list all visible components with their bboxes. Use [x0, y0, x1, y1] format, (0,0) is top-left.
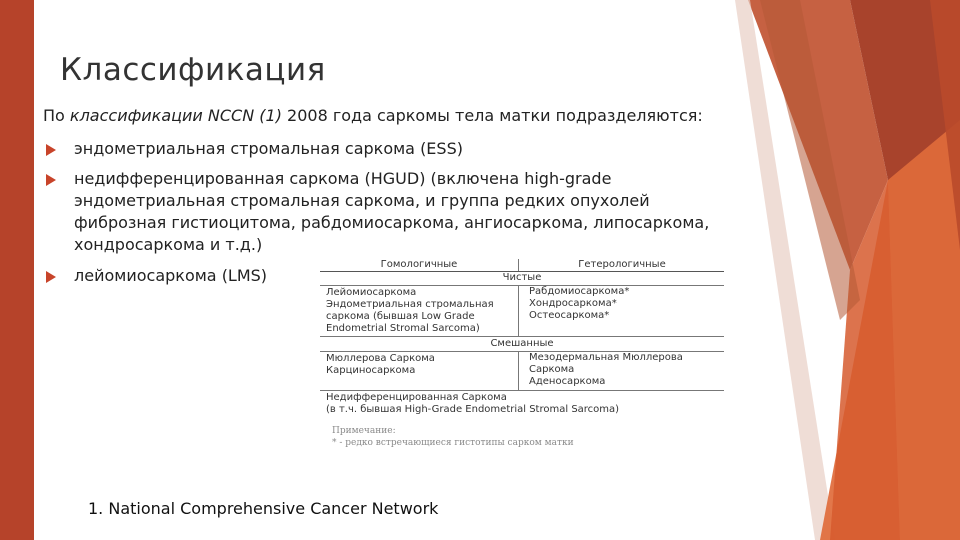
bullet-line: эндометриальная стромальная саркома, и группа редких опухолей — [74, 191, 650, 210]
col-header-heterologous: Гетерологичные — [518, 259, 725, 271]
reference-text: 1. National Comprehensive Cancer Network — [88, 499, 439, 518]
intro-suffix: 2008 года саркомы тела матки подразделяются: — [281, 106, 703, 125]
table-cell: Мюллерова Саркома — [326, 353, 435, 364]
table-cell: Карциносаркома — [326, 365, 416, 376]
footnote-label: Примечание: — [332, 426, 396, 436]
table-cell: Аденосаркома — [529, 376, 606, 387]
bullet-line: недифференцированная саркома (HGUD) (включена high-grade — [74, 169, 612, 188]
bullet-arrow-icon — [46, 144, 56, 156]
table-cell: Остеосаркома* — [529, 310, 610, 321]
bullet-arrow-icon — [46, 174, 56, 186]
bullet-line: эндометриальная стромальная саркома (ESS) — [74, 139, 463, 158]
table-cell: Саркома — [529, 364, 575, 375]
intro-italic: классификации NCCN (1) — [69, 106, 282, 125]
bullet-line: фиброзная гистиоцитома, рабдомиосаркома, ангиосаркома, липосаркома, — [74, 213, 710, 232]
bullet-line: хондросаркома и т.д.) — [74, 235, 263, 254]
table-cell: (в т.ч. бывшая High-Grade Endometrial Stromal Sarcoma) — [326, 404, 620, 415]
col-header-homologous: Гомологичные — [380, 259, 458, 270]
table-cell: Недифференцированная Саркома — [326, 392, 507, 403]
table-row-pure — [320, 286, 724, 337]
bullet-arrow-icon — [46, 271, 56, 283]
table-cell: Эндометриальная стромальная — [326, 299, 494, 310]
footnote-text: * - редко встречающиеся гистотипы сарком матки — [332, 438, 574, 448]
table-row-undiff — [320, 391, 724, 417]
table-header-row — [320, 259, 724, 272]
intro-text — [43, 106, 703, 125]
table-cell: Лейомиосаркома — [326, 287, 417, 298]
section-mixed: Смешанные — [320, 337, 724, 352]
table-row-mixed — [320, 352, 724, 391]
page-title: Классификация — [60, 52, 326, 88]
classification-table — [320, 259, 724, 417]
table-cell: Хондросаркома* — [529, 298, 617, 309]
bullet-line: лейомиосаркома (LMS) — [74, 266, 268, 285]
table-cell: Endometrial Stromal Sarcoma) — [326, 323, 480, 334]
section-pure: Чистые — [320, 272, 724, 286]
intro-prefix: По — [43, 106, 70, 125]
table-cell: Рабдомиосаркома* — [529, 286, 630, 297]
table-cell: Мезодермальная Мюллерова — [529, 352, 683, 363]
table-cell: саркома (бывшая Low Grade — [326, 311, 475, 322]
table-footnote — [332, 425, 574, 449]
